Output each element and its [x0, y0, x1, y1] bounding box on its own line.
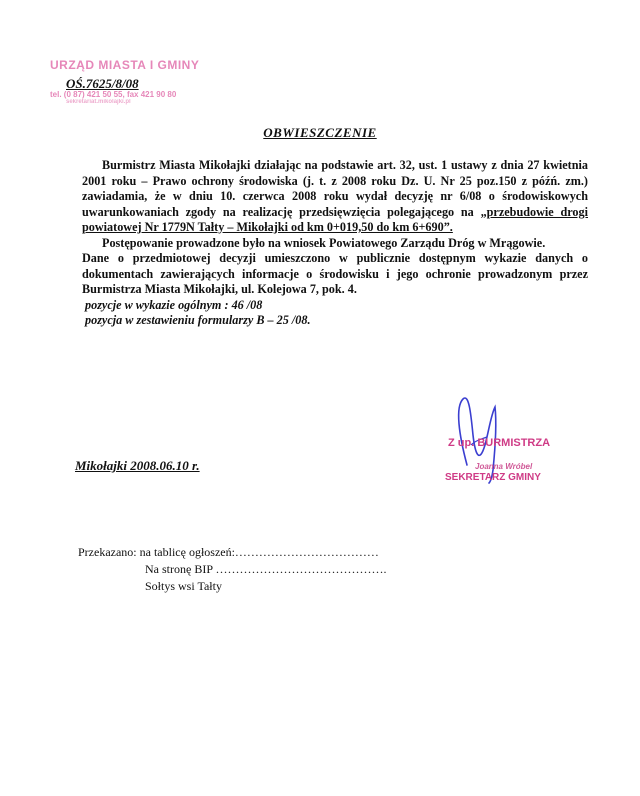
- position-forms: pozycja w zestawieniu formularzy B – 25 /08.: [85, 313, 311, 327]
- signature-stamp-name: Joanna Wróbel: [475, 462, 533, 471]
- distribution-village-head: Sołtys wsi Tałty: [145, 579, 222, 593]
- paragraph-register: Dane o przedmiotowej decyzji umieszczono w publicznie dostępnym wykazie danych o dokumentach zawierających informacje o środowisku i jego ochronie prowadzonym przez Burmistrza Miasta Mikołajki, ul. Kolejowa 7, pok. 4.: [82, 251, 588, 296]
- signature-stamp-authority: Z up. BURMISTRZA: [448, 437, 551, 449]
- decision-text: Burmistrz Miasta Mikołajki działając na podstawie art. 32, ust. 1 ustawy z dnia 27 kwietnia 2001 roku – Prawo ochrony środowiska (j. t. z 2008 roku Dz. U. Nr 25 poz.150 z późń. zm.) zawiadamia, że w dniu 10. czerwca 2008 roku wydał decyzję nr 6/08 o środowiskowych uwarunkowaniach zgody na realizację przedsięwzięcia polegającego na: [82, 158, 588, 219]
- office-stamp-contact: tel. (0 87) 421 50 55, fax 421 90 80: [50, 90, 177, 99]
- office-stamp-email: sekretariat.mikolajki.pl: [66, 99, 131, 105]
- distribution-bip: Na stronę BIP …………………………………….: [145, 562, 387, 576]
- distribution-list: [78, 544, 387, 595]
- office-stamp-title: URZĄD MIASTA I GMINY: [50, 58, 200, 72]
- distribution-noticeboard: Przekazano: na tablicę ogłoszeń:………………………………: [78, 545, 379, 559]
- reference-number: OŚ.7625/8/08: [66, 76, 139, 91]
- paragraph-decision: [82, 158, 588, 236]
- signature-stamp-role: SEKRETARZ GMINY: [445, 472, 541, 483]
- document-title: OBWIESZCZENIE: [263, 125, 377, 140]
- document-body: [82, 158, 588, 329]
- paragraph-application: Postępowanie prowadzone było na wniosek Powiatowego Zarządu Dróg w Mrągowie.: [102, 235, 546, 250]
- position-general: pozycje w wykazie ogólnym : 46 /08: [85, 297, 263, 312]
- date-place: Mikołajki 2008.06.10 r.: [75, 458, 200, 473]
- project-description: „przebudowie drogi powiatowej Nr 1779N Tałty – Mikołajki od km 0+019,50 do km 6+690”.: [82, 204, 589, 234]
